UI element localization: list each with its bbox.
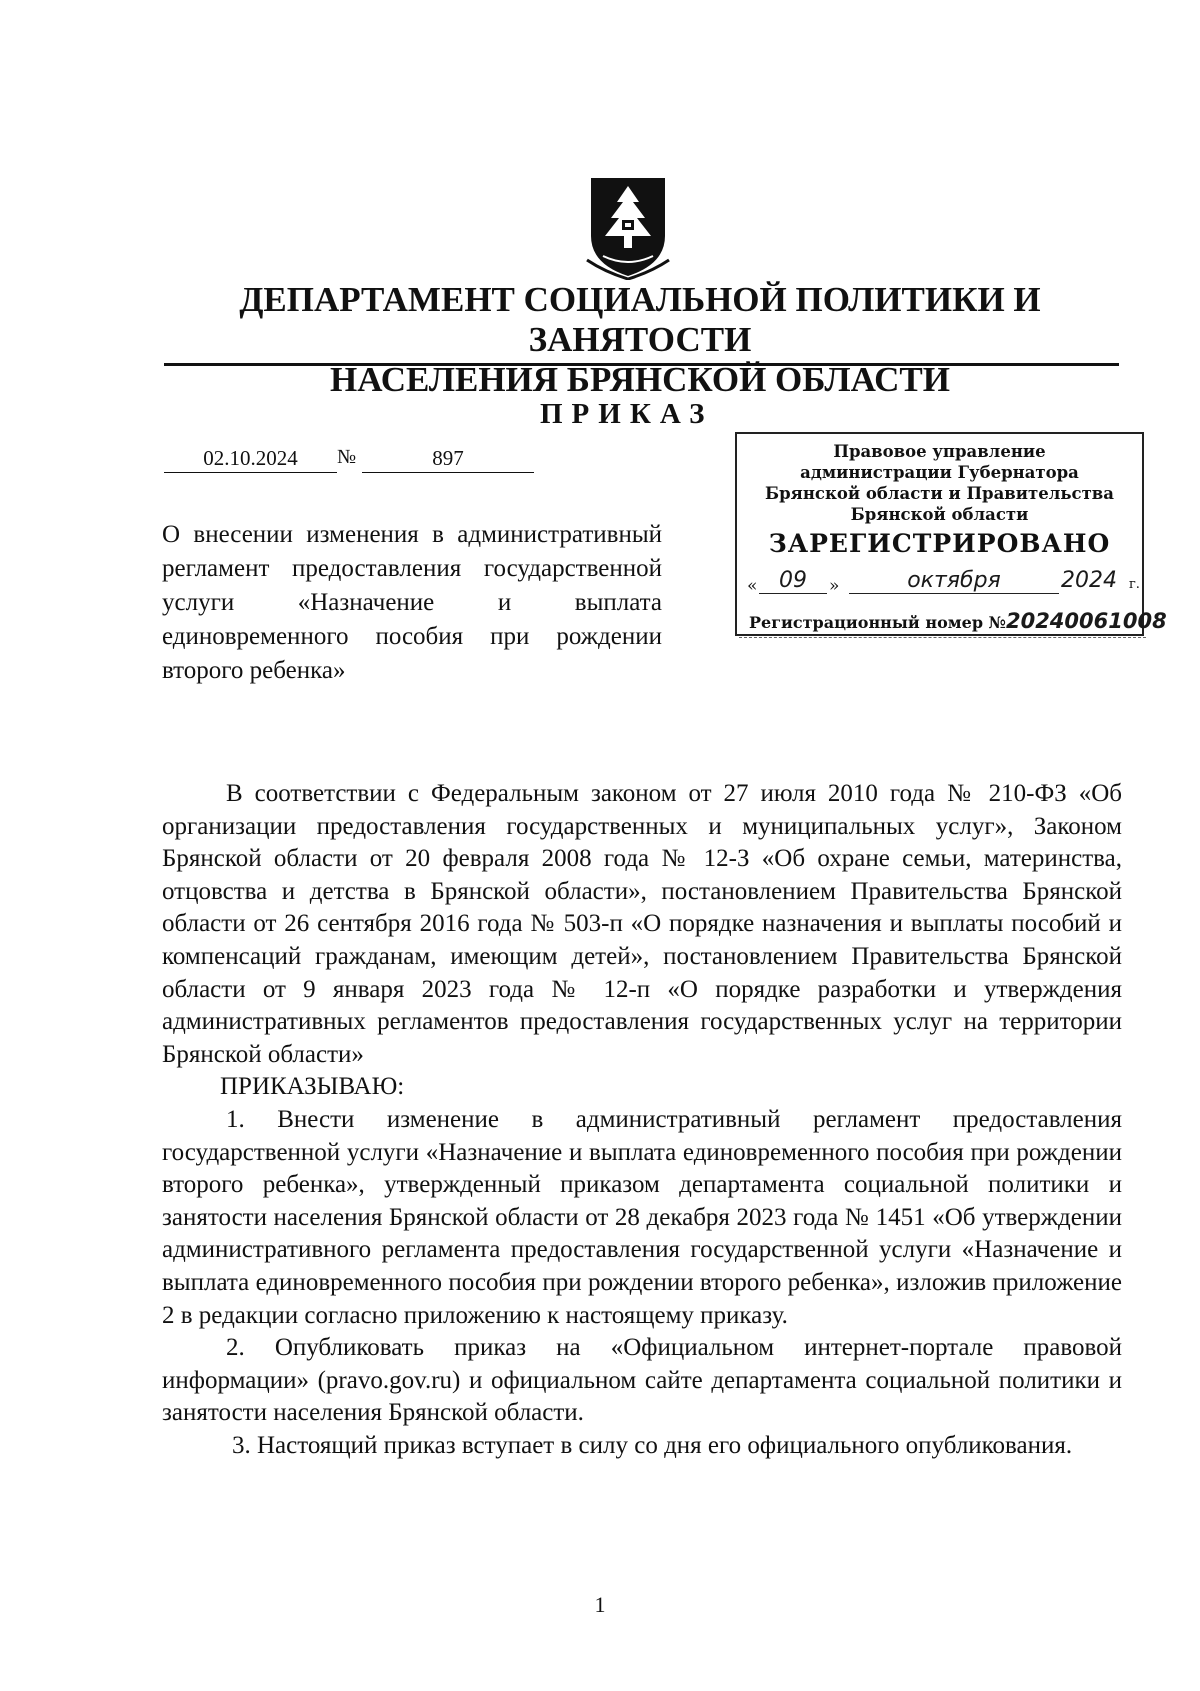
preamble-paragraph: В соответствии с Федеральным законом от 27 июля 2010 года № 210-ФЗ «Об организации предоставления государственных и муниципальных услуг», Законом Брянской области от 20 февраля 2008 года № 12-З «Об охране семьи, материнства, отцовства и детства в Брянской области», постановлением Правительства Брянской области от 26 сентября 2016 года № 503-п «О порядке назначения и выплаты пособий и компенсаций гражданам, имеющим детей», постановлением Правительства Брянской области от 9 января 2023 года № 12-п «О порядке разработки и утверждения административных регламентов предоставления государственных услуг на территории Брянской области» <box>162 780 1122 1068</box>
stamp-line1: Правовое управление <box>833 442 1046 461</box>
order-body <box>162 778 1122 1462</box>
stamp-line2: администрации Губернатора <box>800 463 1079 482</box>
stamp-reg-number: 20240061008 <box>1005 609 1167 633</box>
stamp-status: ЗАРЕГИСТРИРОВАНО <box>768 529 1111 558</box>
order-date: 02.10.2024 <box>164 446 337 473</box>
stamp-year: 2024 <box>1061 568 1117 593</box>
stamp-day: 09 <box>759 568 827 594</box>
stamp-line3: Брянской области и Правительства <box>765 484 1114 503</box>
stamp-month: октября <box>849 568 1059 594</box>
department-name-line2: НАСЕЛЕНИЯ БРЯНСКОЙ ОБЛАСТИ <box>329 360 951 399</box>
order-item-3: 3. Настоящий приказ вступает в силу со дня его официального опубликования. <box>232 1431 1073 1459</box>
order-number-sign: № <box>337 446 357 468</box>
order-subject: О внесении изменения в административный регламент предоставления государственной услуги «Назначение и выплата единовременного пособия при рождении второго ребенка» <box>162 521 662 684</box>
stamp-date <box>737 568 1142 604</box>
order-number: 897 <box>362 446 534 473</box>
stamp-quote-open: « <box>747 576 758 596</box>
order-title: ПРИКАЗ <box>540 398 714 430</box>
page-number: 1 <box>594 1592 606 1617</box>
department-name-line1: ДЕПАРТАМЕНТ СОЦИАЛЬНОЙ ПОЛИТИКИ И ЗАНЯТОСТИ <box>239 280 1041 359</box>
order-item-2: 2. Опубликовать приказ на «Официальном интернет-портале правовой информации» (pravo.gov.ru) и официальном сайте департамента социальной политики и занятости населения Брянской области. <box>162 1334 1122 1427</box>
stamp-reg-label: Регистрационный номер № <box>749 613 1006 632</box>
department-name <box>160 280 1120 400</box>
registration-stamp <box>735 432 1167 636</box>
stamp-year-suffix: г. <box>1129 577 1140 592</box>
bryansk-coat-of-arms-icon <box>585 172 671 280</box>
order-word: ПРИКАЗЫВАЮ: <box>220 1073 405 1101</box>
order-item-1: 1. Внести изменение в административный регламент предоставления государственной услуги «Назначение и выплата единовременного пособия при рождении второго ребенка», утвержденный приказом департамента социальной политики и занятости населения Брянской области от 28 декабря 2023 года № 1451 «Об утверждении административного регламента предоставления государственной услуги «Назначение и выплата единовременного пособия при рождении второго ребенка», изложив приложение 2 в редакции согласно приложению к настоящему приказу. <box>162 1105 1122 1329</box>
stamp-quote-close: » <box>829 576 840 596</box>
stamp-registration-number <box>749 609 1167 633</box>
stamp-line4: Брянской области <box>850 505 1029 524</box>
header-divider <box>164 363 1119 366</box>
